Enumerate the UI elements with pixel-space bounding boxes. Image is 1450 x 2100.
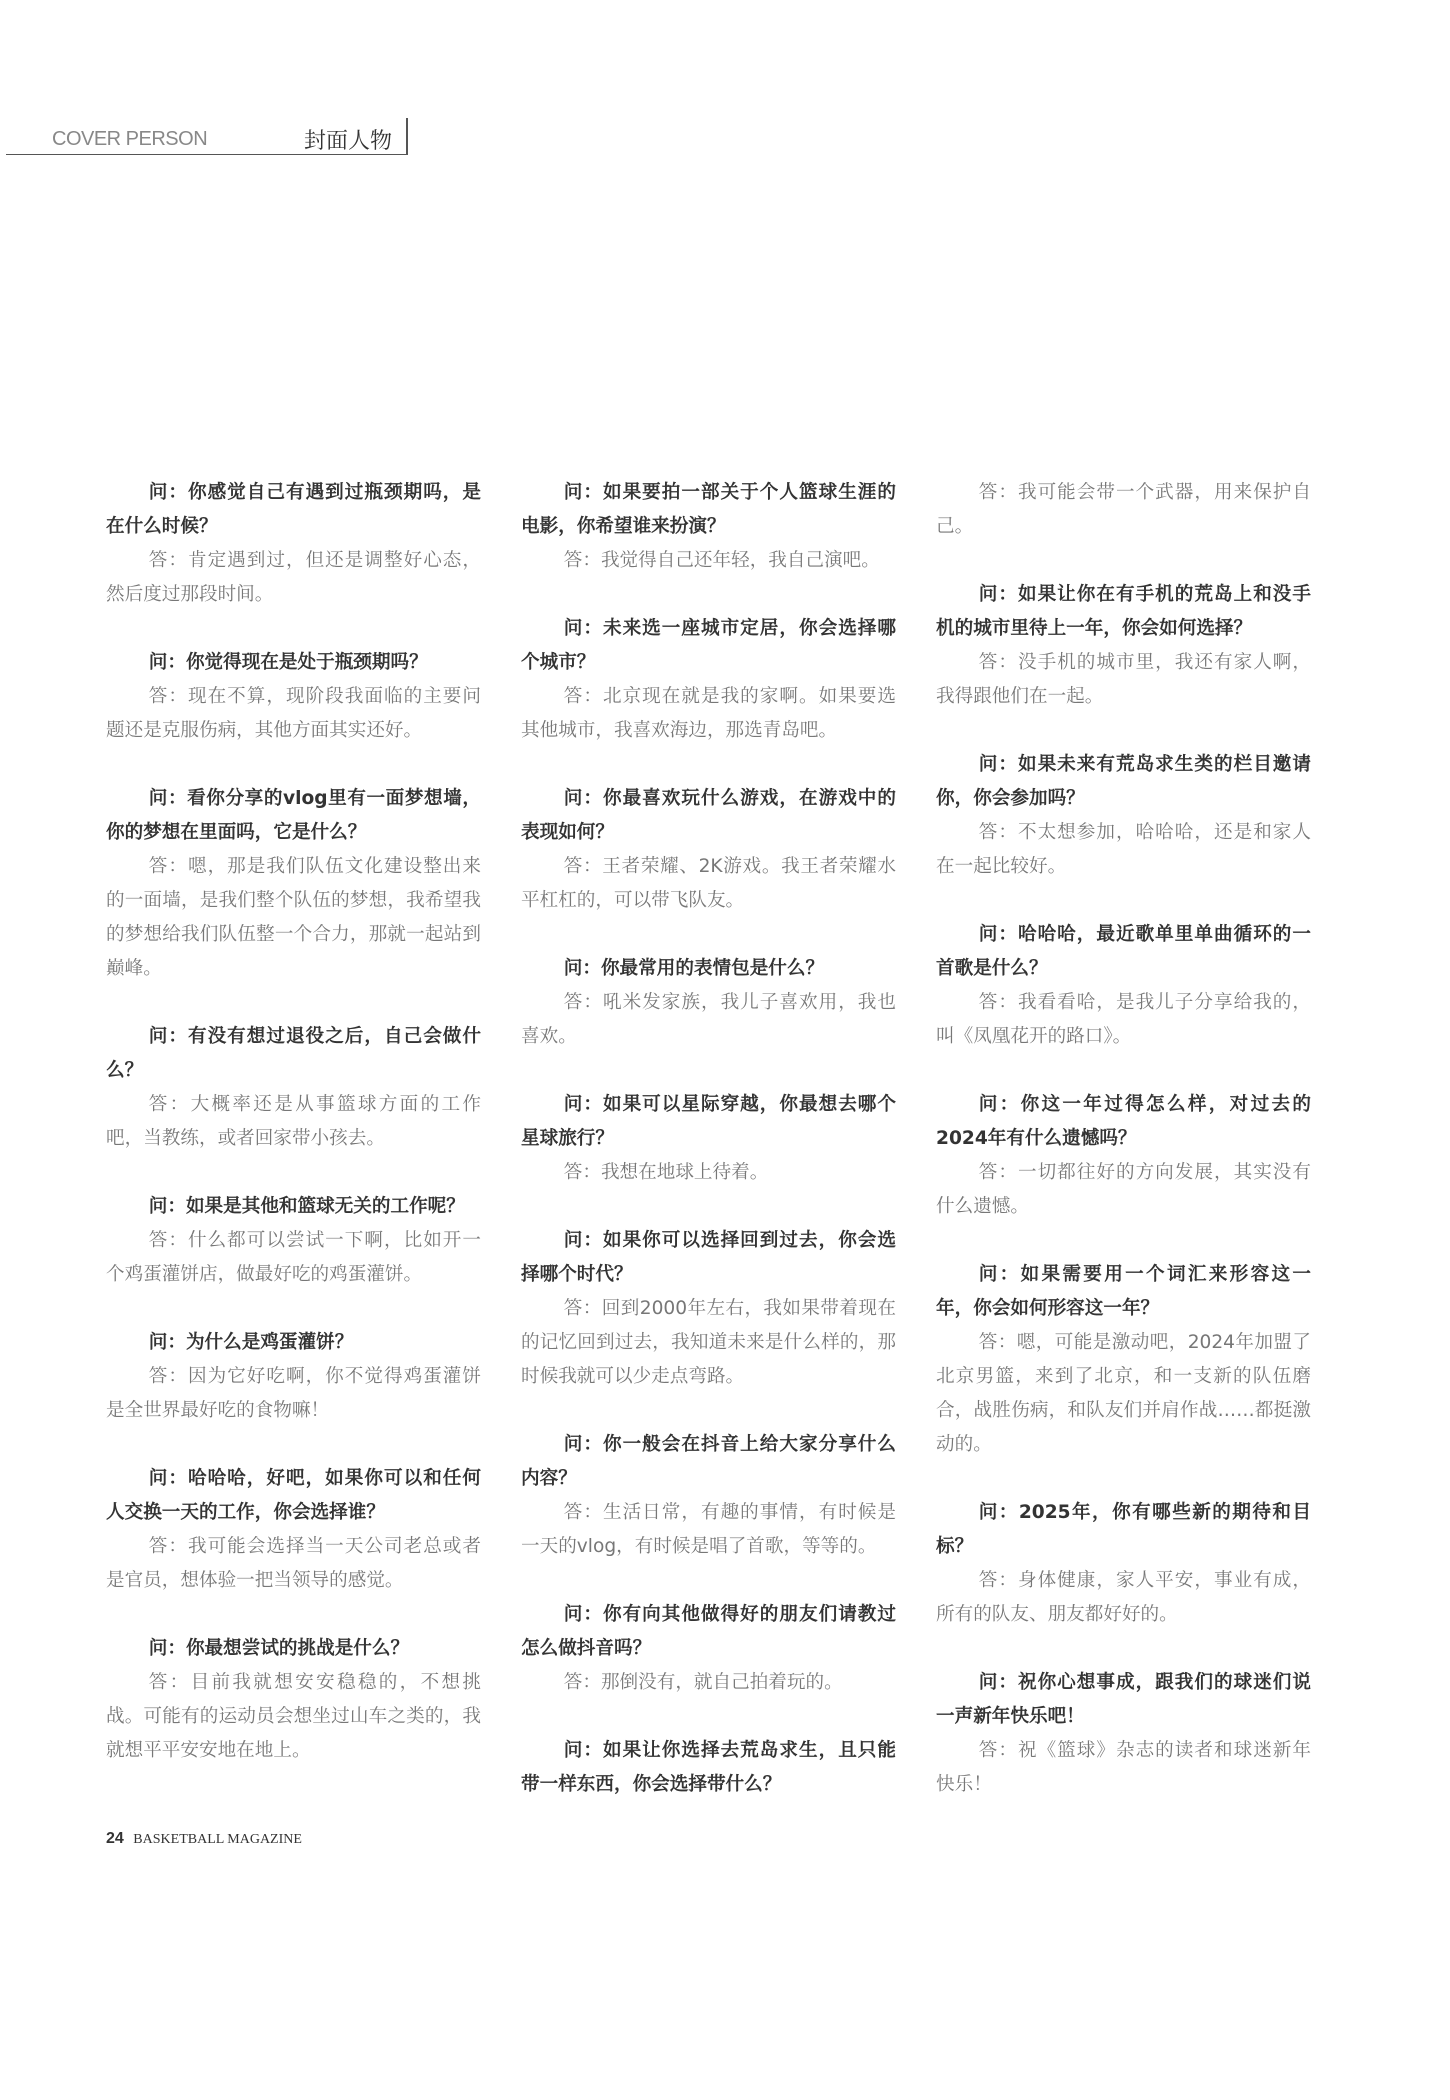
question-text: 问：如果让你在有手机的荒岛上和没手机的城市里待上一年，你会如何选择？ bbox=[936, 584, 1311, 639]
answer-text: 答：不太想参加，哈哈哈，还是和家人在一起比较好。 bbox=[936, 822, 1311, 877]
qa-block bbox=[936, 476, 1311, 544]
question-text: 问：如果是其他和篮球无关的工作呢？ bbox=[148, 1196, 465, 1217]
question-text: 问：如果你可以选择回到过去，你会选择哪个时代？ bbox=[521, 1230, 896, 1285]
question-text: 问：你最想尝试的挑战是什么？ bbox=[148, 1638, 410, 1659]
section-title-cn: 封面人物 bbox=[304, 129, 393, 154]
question-text: 问：你有向其他做得好的朋友们请教过怎么做抖音吗？ bbox=[521, 1604, 896, 1659]
question-text: 问：2025年，你有哪些新的期待和目标？ bbox=[936, 1502, 1311, 1557]
magazine-name: BASKETBALL MAGAZINE bbox=[133, 1832, 302, 1847]
qa-block bbox=[936, 1496, 1311, 1632]
qa-block bbox=[936, 1088, 1311, 1224]
qa-block bbox=[521, 952, 896, 1054]
qa-block bbox=[106, 782, 481, 986]
qa-block bbox=[936, 578, 1311, 714]
answer-text: 答：一切都往好的方向发展，其实没有什么遗憾。 bbox=[936, 1162, 1311, 1217]
answer-text: 答：我可能会带一个武器，用来保护自己。 bbox=[936, 482, 1311, 537]
question-text: 问：为什么是鸡蛋灌饼？ bbox=[148, 1332, 354, 1353]
qa-block bbox=[106, 1326, 481, 1428]
qa-block bbox=[521, 1734, 896, 1802]
answer-text: 答：那倒没有，就自己拍着玩的。 bbox=[563, 1672, 843, 1693]
question-text: 问：祝你心想事成，跟我们的球迷们说一声新年快乐吧！ bbox=[936, 1672, 1311, 1727]
answer-text: 答：肯定遇到过，但还是调整好心态，然后度过那段时间。 bbox=[106, 550, 481, 605]
answer-text: 答：生活日常，有趣的事情，有时候是一天的vlog，有时候是唱了首歌，等等的。 bbox=[521, 1502, 896, 1557]
answer-text: 答：我看看哈，是我儿子分享给我的，叫《凤凰花开的路口》。 bbox=[936, 992, 1311, 1047]
page-number: 24 bbox=[106, 1830, 124, 1847]
question-text: 问：如果可以星际穿越，你最想去哪个星球旅行？ bbox=[521, 1094, 896, 1149]
answer-text: 答：大概率还是从事篮球方面的工作吧，当教练，或者回家带小孩去。 bbox=[106, 1094, 481, 1149]
page-footer bbox=[106, 1830, 302, 1848]
qa-block bbox=[936, 918, 1311, 1054]
answer-text: 答：嗯，那是我们队伍文化建设整出来的一面墙，是我们整个队伍的梦想，我希望我的梦想给我们队伍整一个合力，那就一起站到巅峰。 bbox=[106, 856, 481, 979]
question-text: 问：你一般会在抖音上给大家分享什么内容？ bbox=[521, 1434, 896, 1489]
answer-text: 答：我觉得自己还年轻，我自己演吧。 bbox=[563, 550, 880, 571]
answer-text: 答：北京现在就是我的家啊。如果要选其他城市，我喜欢海边，那选青岛吧。 bbox=[521, 686, 896, 741]
answer-text: 答：祝《篮球》杂志的读者和球迷新年快乐！ bbox=[936, 1740, 1311, 1795]
question-text: 问：哈哈哈，好吧，如果你可以和任何人交换一天的工作，你会选择谁？ bbox=[106, 1468, 481, 1523]
qa-block bbox=[936, 748, 1311, 884]
qa-block bbox=[521, 782, 896, 918]
question-text: 问：有没有想过退役之后，自己会做什么？ bbox=[106, 1026, 481, 1081]
answer-text: 答：嗯，可能是激动吧，2024年加盟了北京男篮，来到了北京，和一支新的队伍磨合，战胜伤病，和队友们并肩作战……都挺激动的。 bbox=[936, 1332, 1311, 1455]
qa-block bbox=[521, 1224, 896, 1394]
answer-text: 答：什么都可以尝试一下啊，比如开一个鸡蛋灌饼店，做最好吃的鸡蛋灌饼。 bbox=[106, 1230, 481, 1285]
question-text: 问：如果未来有荒岛求生类的栏目邀请你，你会参加吗？ bbox=[936, 754, 1311, 809]
answer-text: 答：没手机的城市里，我还有家人啊，我得跟他们在一起。 bbox=[936, 652, 1311, 707]
qa-block bbox=[106, 1190, 481, 1292]
question-text: 问：哈哈哈，最近歌单里单曲循环的一首歌是什么？ bbox=[936, 924, 1311, 979]
section-title-en: COVER PERSON bbox=[52, 128, 208, 150]
answer-text: 答：现在不算，现阶段我面临的主要问题还是克服伤病，其他方面其实还好。 bbox=[106, 686, 481, 741]
question-text: 问：你最喜欢玩什么游戏，在游戏中的表现如何？ bbox=[521, 788, 896, 843]
qa-block bbox=[521, 476, 896, 578]
question-text: 问：如果让你选择去荒岛求生，且只能带一样东西，你会选择带什么？ bbox=[521, 1740, 896, 1795]
text-column-2 bbox=[521, 476, 896, 1836]
qa-block bbox=[521, 612, 896, 748]
answer-text: 答：目前我就想安安稳稳的，不想挑战。可能有的运动员会想坐过山车之类的，我就想平平安安地在地上。 bbox=[106, 1672, 481, 1761]
question-text: 问：你这一年过得怎么样，对过去的2024年有什么遗憾吗？ bbox=[936, 1094, 1311, 1149]
text-column-3 bbox=[936, 476, 1311, 1836]
qa-block bbox=[521, 1428, 896, 1564]
question-text: 问：你最常用的表情包是什么？ bbox=[563, 958, 825, 979]
qa-block bbox=[521, 1088, 896, 1190]
qa-block bbox=[106, 476, 481, 612]
answer-text: 答：王者荣耀、2K游戏。我王者荣耀水平杠杠的，可以带飞队友。 bbox=[521, 856, 896, 911]
answer-text: 答：我想在地球上待着。 bbox=[563, 1162, 769, 1183]
section-header bbox=[6, 120, 408, 155]
qa-block bbox=[936, 1666, 1311, 1802]
question-text: 问：你感觉自己有遇到过瓶颈期吗，是在什么时候？ bbox=[106, 482, 481, 537]
qa-block bbox=[521, 1598, 896, 1700]
question-text: 问：如果需要用一个词汇来形容这一年，你会如何形容这一年？ bbox=[936, 1264, 1311, 1319]
answer-text: 答：回到2000年左右，我如果带着现在的记忆回到过去，我知道未来是什么样的，那时候我就可以少走点弯路。 bbox=[521, 1298, 896, 1387]
text-column-1 bbox=[106, 476, 481, 1802]
header-divider bbox=[406, 118, 408, 154]
qa-block bbox=[106, 1462, 481, 1598]
qa-block bbox=[106, 1020, 481, 1156]
question-text: 问：如果要拍一部关于个人篮球生涯的电影，你希望谁来扮演？ bbox=[521, 482, 896, 537]
answer-text: 答：因为它好吃啊，你不觉得鸡蛋灌饼是全世界最好吃的食物嘛！ bbox=[106, 1366, 481, 1421]
question-text: 问：未来选一座城市定居，你会选择哪个城市？ bbox=[521, 618, 896, 673]
qa-block bbox=[106, 1632, 481, 1768]
answer-text: 答：我可能会选择当一天公司老总或者是官员，想体验一把当领导的感觉。 bbox=[106, 1536, 481, 1591]
answer-text: 答：吼米发家族，我儿子喜欢用，我也喜欢。 bbox=[521, 992, 896, 1047]
question-text: 问：你觉得现在是处于瓶颈期吗？ bbox=[148, 652, 428, 673]
question-text: 问：看你分享的vlog里有一面梦想墙，你的梦想在里面吗，它是什么？ bbox=[106, 788, 481, 843]
answer-text: 答：身体健康，家人平安，事业有成，所有的队友、朋友都好好的。 bbox=[936, 1570, 1311, 1625]
qa-block bbox=[106, 646, 481, 748]
qa-block bbox=[936, 1258, 1311, 1462]
